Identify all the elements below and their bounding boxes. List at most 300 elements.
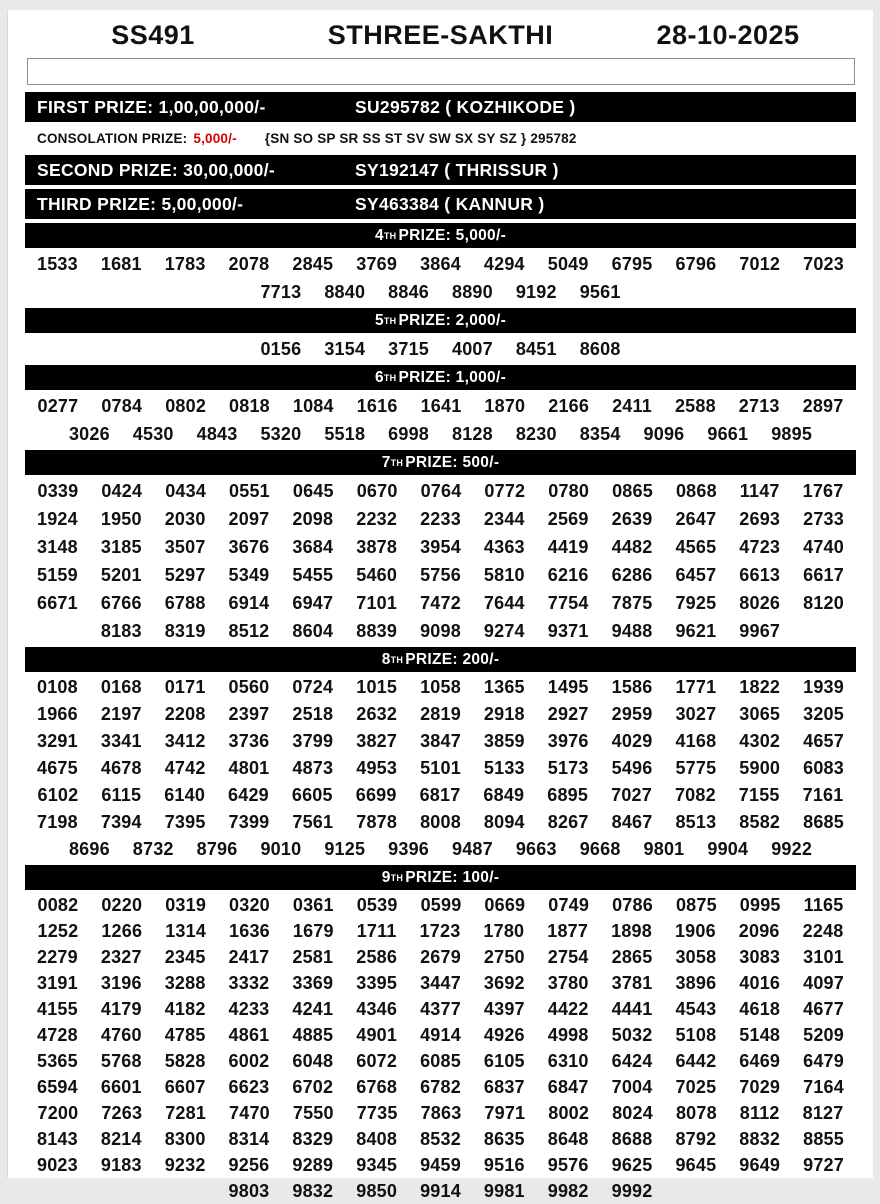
consolation-amount: 5,000/- xyxy=(193,131,237,146)
prize-number: 9914 xyxy=(420,1181,461,1201)
prize-number: 4233 xyxy=(228,999,270,1019)
prize-number: 0171 xyxy=(164,677,206,697)
prize-number: 9487 xyxy=(452,839,493,859)
prize-number: 4901 xyxy=(356,1025,398,1045)
prize-number: 6310 xyxy=(547,1051,589,1071)
prize-number: 0599 xyxy=(420,895,462,915)
prize-number: 2096 xyxy=(738,921,780,941)
prize-number: 7399 xyxy=(228,812,270,832)
prize-number: 4723 xyxy=(739,537,781,557)
prize-number: 4740 xyxy=(803,537,844,557)
winning-numbers-row xyxy=(8,782,873,809)
prize-number: 0082 xyxy=(37,895,79,915)
prize-number: 1767 xyxy=(802,481,844,501)
prize-number: 1898 xyxy=(611,921,652,941)
prize-number: 3341 xyxy=(100,731,142,751)
prize-number: 4728 xyxy=(37,1025,78,1045)
prize-number: 1924 xyxy=(37,509,78,529)
prize-number: 4885 xyxy=(292,1025,334,1045)
prize-number: 6002 xyxy=(228,1051,270,1071)
draw-code: SS491 xyxy=(111,19,195,50)
prize-number: 4565 xyxy=(675,537,717,557)
prize-number: 5032 xyxy=(611,1025,653,1045)
prize-number: 4168 xyxy=(675,731,717,751)
prize-number: 8832 xyxy=(739,1129,781,1149)
prize-number: 0802 xyxy=(165,396,207,416)
prize-number: 0339 xyxy=(37,481,79,501)
prize-number: 6766 xyxy=(100,593,142,613)
consolation-series: {SN SO SP SR SS ST SV SW SX SY SZ } 295782 xyxy=(264,131,577,146)
prize-number: 6947 xyxy=(292,593,334,613)
prize-number: 0772 xyxy=(484,481,526,501)
prize-number: 3083 xyxy=(739,947,781,967)
winning-numbers-row xyxy=(8,701,873,728)
prize-number: 3196 xyxy=(100,973,142,993)
prize-number: 6424 xyxy=(611,1051,653,1071)
prize-number: 8120 xyxy=(803,593,844,613)
second-prize-winner: SY192147 ( THRISSUR ) xyxy=(355,159,559,180)
prize-number: 4422 xyxy=(547,999,589,1019)
prize-number: 9727 xyxy=(803,1155,844,1175)
prize-number: 7878 xyxy=(356,812,398,832)
prize-number: 1495 xyxy=(547,677,589,697)
prize-number: 1314 xyxy=(165,921,207,941)
prize-number: 4377 xyxy=(420,999,461,1019)
prize-number: 4677 xyxy=(803,999,844,1019)
winning-numbers-row xyxy=(8,392,873,420)
prize-number: 1877 xyxy=(547,921,589,941)
prize-number: 8354 xyxy=(579,424,621,444)
prize-number: 9289 xyxy=(292,1155,334,1175)
prize-number: 2030 xyxy=(164,509,206,529)
prize-number: 3148 xyxy=(37,537,78,557)
search-input[interactable] xyxy=(27,58,855,85)
prize-number: 8002 xyxy=(548,1103,590,1123)
prize-number: 5101 xyxy=(420,758,461,778)
prize-number: 6782 xyxy=(420,1077,461,1097)
prize-number: 6102 xyxy=(37,785,79,805)
prize-number: 2897 xyxy=(802,396,844,416)
prize-number: 6613 xyxy=(739,565,781,585)
prize-number: 4873 xyxy=(292,758,334,778)
prize-number: 9663 xyxy=(515,839,557,859)
prize-number: 2097 xyxy=(228,509,270,529)
prize-number: 2733 xyxy=(803,509,844,529)
prize-number: 8467 xyxy=(611,812,653,832)
prize-number: 4346 xyxy=(356,999,398,1019)
prize-number: 2713 xyxy=(738,396,780,416)
prize-number: 2232 xyxy=(356,509,398,529)
prize-number: 0669 xyxy=(484,895,526,915)
prize-number: 9904 xyxy=(707,839,749,859)
winning-numbers-row xyxy=(8,250,873,278)
prize-number: 6085 xyxy=(420,1051,461,1071)
prize-number: 0319 xyxy=(165,895,207,915)
prize-number: 7925 xyxy=(675,593,717,613)
prize-number: 5297 xyxy=(164,565,206,585)
winning-numbers-row xyxy=(8,533,873,561)
prize-number: 8839 xyxy=(356,621,398,641)
winning-numbers-row xyxy=(8,420,873,448)
prize-number: 3715 xyxy=(388,339,429,359)
prize-number: 0424 xyxy=(101,481,143,501)
prize-number: 5768 xyxy=(100,1051,142,1071)
prize-number: 8796 xyxy=(196,839,238,859)
prize-number: 6849 xyxy=(483,785,525,805)
prize-number: 7470 xyxy=(229,1103,270,1123)
prize-number: 6817 xyxy=(419,785,461,805)
prize-number: 3827 xyxy=(356,731,398,751)
prize-tier-header: 4 TH PRIZE: 5,000/- xyxy=(25,223,856,248)
winning-numbers-row xyxy=(8,1126,873,1152)
prize-number: 3026 xyxy=(68,424,110,444)
prize-number: 8214 xyxy=(100,1129,142,1149)
prize-number: 8688 xyxy=(611,1129,653,1149)
prize-number: 7550 xyxy=(292,1103,334,1123)
winning-numbers-row xyxy=(8,809,873,836)
prize-number: 5460 xyxy=(356,565,398,585)
prize-number: 1252 xyxy=(37,921,79,941)
prize-number: 6768 xyxy=(356,1077,398,1097)
prize-number: 4302 xyxy=(739,731,781,751)
prize-number: 2327 xyxy=(100,947,142,967)
prize-number: 1365 xyxy=(483,677,525,697)
prize-number: 7263 xyxy=(101,1103,143,1123)
prize-number: 8732 xyxy=(132,839,174,859)
prize-number: 1711 xyxy=(356,921,397,941)
prize-number: 4007 xyxy=(452,339,493,359)
prize-number: 1822 xyxy=(739,677,781,697)
prize-number: 3769 xyxy=(356,254,398,274)
prize-number: 3395 xyxy=(356,973,398,993)
prize-number: 7101 xyxy=(356,593,398,613)
prize-number: 5108 xyxy=(675,1025,717,1045)
prize-number: 3412 xyxy=(164,731,206,751)
prize-tier-sections xyxy=(8,223,873,1204)
prize-number: 4760 xyxy=(100,1025,142,1045)
prize-number: 8635 xyxy=(483,1129,525,1149)
prize-number: 2581 xyxy=(292,947,334,967)
prize-number: 3027 xyxy=(675,704,717,724)
prize-number: 9981 xyxy=(483,1181,525,1201)
winning-numbers-row xyxy=(8,1048,873,1074)
prize-number: 3878 xyxy=(356,537,398,557)
consolation-row xyxy=(25,126,856,151)
prize-number: 9982 xyxy=(547,1181,589,1201)
prize-number: 4182 xyxy=(164,999,206,1019)
prize-number: 7561 xyxy=(292,812,334,832)
prize-number: 9625 xyxy=(611,1155,653,1175)
prize-number: 7155 xyxy=(738,785,780,805)
prize-section xyxy=(8,647,873,863)
prize-number: 6442 xyxy=(675,1051,717,1071)
winning-numbers-row xyxy=(8,505,873,533)
prize-number: 8127 xyxy=(802,1103,844,1123)
prize-number: 8319 xyxy=(164,621,206,641)
prize-number: 1165 xyxy=(803,895,844,915)
prize-number: 0818 xyxy=(229,396,270,416)
prize-number: 5209 xyxy=(803,1025,844,1045)
prize-number: 1681 xyxy=(100,254,142,274)
prize-number: 5173 xyxy=(547,758,589,778)
prize-number: 6617 xyxy=(803,565,844,585)
prize-number: 3684 xyxy=(292,537,334,557)
prize-number: 4657 xyxy=(803,731,844,751)
prize-number: 3154 xyxy=(324,339,366,359)
prize-number: 3780 xyxy=(547,973,589,993)
winning-numbers-row xyxy=(8,674,873,701)
prize-number: 8008 xyxy=(420,812,461,832)
prize-number: 1723 xyxy=(419,921,461,941)
prize-number: 7027 xyxy=(611,785,652,805)
prize-number: 8792 xyxy=(675,1129,717,1149)
prize-number: 7875 xyxy=(611,593,653,613)
prize-number: 6998 xyxy=(388,424,429,444)
prize-section xyxy=(8,223,873,306)
prize-number: 9621 xyxy=(675,621,717,641)
prize-number: 5159 xyxy=(37,565,78,585)
prize-number: 3185 xyxy=(100,537,142,557)
prize-number: 0995 xyxy=(739,895,781,915)
prize-number: 5756 xyxy=(420,565,461,585)
prize-number: 3332 xyxy=(228,973,270,993)
prize-number: 9801 xyxy=(643,839,685,859)
draw-date: 28-10-2025 xyxy=(656,19,800,50)
prize-number: 8685 xyxy=(803,812,844,832)
prize-number: 4953 xyxy=(356,758,398,778)
prize-number: 7200 xyxy=(37,1103,79,1123)
prize-number: 3896 xyxy=(675,973,717,993)
prize-number: 0560 xyxy=(228,677,270,697)
prize-number: 6605 xyxy=(291,785,333,805)
prize-number: 8855 xyxy=(803,1129,844,1149)
prize-number: 9803 xyxy=(228,1181,270,1201)
prize-number: 3288 xyxy=(164,973,206,993)
prize-number: 8604 xyxy=(292,621,334,641)
prize-number: 5828 xyxy=(164,1051,206,1071)
prize-number: 1771 xyxy=(675,677,717,697)
prize-number: 8026 xyxy=(739,593,781,613)
prize-number: 4530 xyxy=(132,424,174,444)
prize-number: 8512 xyxy=(228,621,270,641)
prize-number: 9396 xyxy=(388,839,429,859)
winning-numbers-row xyxy=(8,728,873,755)
prize-number: 3736 xyxy=(228,731,270,751)
prize-number: 4155 xyxy=(37,999,78,1019)
prize-section xyxy=(8,865,873,1204)
prize-number: 9125 xyxy=(324,839,366,859)
prize-number: 2639 xyxy=(611,509,653,529)
winning-numbers-row xyxy=(8,892,873,918)
winning-numbers-row xyxy=(8,996,873,1022)
prize-number: 9649 xyxy=(739,1155,781,1175)
prize-number: 0361 xyxy=(292,895,334,915)
prize-number: 6216 xyxy=(547,565,589,585)
prize-number: 0277 xyxy=(37,396,79,416)
prize-number: 6105 xyxy=(483,1051,525,1071)
prize-number: 7198 xyxy=(37,812,78,832)
prize-number: 1950 xyxy=(100,509,142,529)
prize-number: 5775 xyxy=(675,758,717,778)
winning-numbers-row xyxy=(8,1152,873,1178)
prize-number: 1641 xyxy=(420,396,462,416)
prize-number: 8846 xyxy=(388,282,429,302)
prize-number: 7161 xyxy=(802,785,844,805)
prize-number: 3976 xyxy=(547,731,589,751)
prize-number: 8890 xyxy=(452,282,493,302)
prize-number: 0865 xyxy=(612,481,653,501)
prize-number: 7863 xyxy=(420,1103,462,1123)
header xyxy=(8,14,873,56)
prize-number: 0786 xyxy=(612,895,653,915)
prize-number: 0780 xyxy=(548,481,590,501)
prize-number: 6671 xyxy=(37,593,78,613)
prize-number: 0724 xyxy=(292,677,334,697)
prize-number: 4742 xyxy=(164,758,206,778)
prize-number: 8329 xyxy=(292,1129,334,1149)
prize-number: 8078 xyxy=(675,1103,717,1123)
prize-number: 9645 xyxy=(675,1155,717,1175)
prize-number: 1616 xyxy=(356,396,398,416)
prize-number: 2845 xyxy=(292,254,334,274)
prize-number: 6594 xyxy=(37,1077,78,1097)
prize-number: 2411 xyxy=(612,396,652,416)
prize-number: 8267 xyxy=(547,812,589,832)
prize-tier-header: 6 TH PRIZE: 1,000/- xyxy=(25,365,856,390)
prize-number: 6837 xyxy=(483,1077,525,1097)
prize-number: 1906 xyxy=(674,921,716,941)
prize-number: 2518 xyxy=(292,704,334,724)
prize-number: 3369 xyxy=(292,973,334,993)
prize-number: 3864 xyxy=(420,254,461,274)
winning-numbers-row xyxy=(8,589,873,617)
prize-number: 0645 xyxy=(292,481,334,501)
prize-number: 9850 xyxy=(356,1181,398,1201)
prize-number: 1586 xyxy=(611,677,653,697)
winning-numbers-row xyxy=(8,755,873,782)
winning-numbers-row xyxy=(8,561,873,589)
prize-number: 2693 xyxy=(739,509,781,529)
prize-number: 2632 xyxy=(356,704,398,724)
prize-number: 8696 xyxy=(68,839,110,859)
prize-number: 7971 xyxy=(484,1103,526,1123)
prize-number: 6795 xyxy=(611,254,653,274)
prize-number: 0168 xyxy=(100,677,142,697)
prize-number: 0220 xyxy=(101,895,143,915)
prize-number: 9561 xyxy=(579,282,621,302)
second-prize-bar xyxy=(25,155,856,185)
prize-number: 2397 xyxy=(228,704,270,724)
prize-number: 7395 xyxy=(164,812,206,832)
prize-number: 0320 xyxy=(229,895,270,915)
winning-numbers-row xyxy=(8,970,873,996)
winning-numbers-row xyxy=(8,1074,873,1100)
prize-number: 8451 xyxy=(515,339,557,359)
prize-number: 4914 xyxy=(420,1025,461,1045)
prize-number: 1636 xyxy=(229,921,270,941)
prize-number: 2344 xyxy=(483,509,525,529)
prize-number: 0156 xyxy=(260,339,302,359)
prize-number: 6469 xyxy=(739,1051,781,1071)
prize-number: 9576 xyxy=(547,1155,589,1175)
prize-number: 6429 xyxy=(228,785,269,805)
prize-number: 3205 xyxy=(803,704,844,724)
prize-number: 1966 xyxy=(37,704,78,724)
winning-numbers-row xyxy=(8,944,873,970)
prize-number: 9371 xyxy=(547,621,589,641)
prize-number: 9098 xyxy=(420,621,461,641)
prize-number: 0108 xyxy=(37,677,78,697)
prize-number: 6699 xyxy=(355,785,397,805)
prize-number: 4675 xyxy=(37,758,78,778)
prize-number: 7281 xyxy=(165,1103,207,1123)
prize-number: 2248 xyxy=(802,921,844,941)
prize-number: 4801 xyxy=(228,758,270,778)
page-title: STHREE-SAKTHI xyxy=(327,19,554,50)
prize-number: 6457 xyxy=(675,565,717,585)
prize-number: 3859 xyxy=(483,731,525,751)
prize-number: 9010 xyxy=(260,839,302,859)
prize-number: 8513 xyxy=(675,812,717,832)
prize-number: 3692 xyxy=(483,973,525,993)
prize-number: 0875 xyxy=(675,895,717,915)
prize-number: 0784 xyxy=(101,396,143,416)
second-prize-label: SECOND PRIZE: 30,00,000/- xyxy=(37,159,275,180)
prize-number: 7164 xyxy=(803,1077,844,1097)
prize-tier-header: 8 TH PRIZE: 200/- xyxy=(25,647,856,672)
prize-number: 3954 xyxy=(420,537,461,557)
prize-number: 8230 xyxy=(515,424,557,444)
prize-number: 4029 xyxy=(611,731,653,751)
prize-number: 3065 xyxy=(739,704,781,724)
prize-number: 5133 xyxy=(483,758,525,778)
prize-number: 4785 xyxy=(164,1025,206,1045)
prize-number: 5496 xyxy=(611,758,653,778)
prize-number: 3676 xyxy=(228,537,270,557)
winning-numbers-row xyxy=(8,335,873,363)
winning-numbers-row xyxy=(8,477,873,505)
prize-number: 2078 xyxy=(228,254,270,274)
prize-number: 7735 xyxy=(356,1103,398,1123)
prize-number: 9274 xyxy=(483,621,525,641)
prize-number: 1870 xyxy=(484,396,526,416)
prize-number: 7012 xyxy=(739,254,781,274)
prize-number: 1266 xyxy=(101,921,143,941)
prize-number: 0749 xyxy=(548,895,590,915)
prize-number: 9183 xyxy=(100,1155,142,1175)
prize-number: 0434 xyxy=(165,481,207,501)
prize-number: 2417 xyxy=(228,947,270,967)
prize-number: 6083 xyxy=(803,758,844,778)
prize-number: 1780 xyxy=(483,921,525,941)
prize-number: 9832 xyxy=(292,1181,334,1201)
prize-number: 8608 xyxy=(579,339,621,359)
prize-number: 7082 xyxy=(674,785,716,805)
prize-number: 0670 xyxy=(356,481,398,501)
prize-number: 8300 xyxy=(164,1129,206,1149)
prize-number: 5349 xyxy=(228,565,270,585)
prize-number: 2569 xyxy=(547,509,589,529)
prize-number: 9096 xyxy=(643,424,685,444)
prize-number: 4543 xyxy=(675,999,717,1019)
prize-number: 1533 xyxy=(37,254,78,274)
prize-number: 8094 xyxy=(483,812,525,832)
prize-number: 6286 xyxy=(611,565,653,585)
winning-numbers-row xyxy=(8,278,873,306)
prize-number: 8183 xyxy=(100,621,142,641)
prize-number: 5148 xyxy=(739,1025,781,1045)
prize-number: 3799 xyxy=(292,731,334,751)
